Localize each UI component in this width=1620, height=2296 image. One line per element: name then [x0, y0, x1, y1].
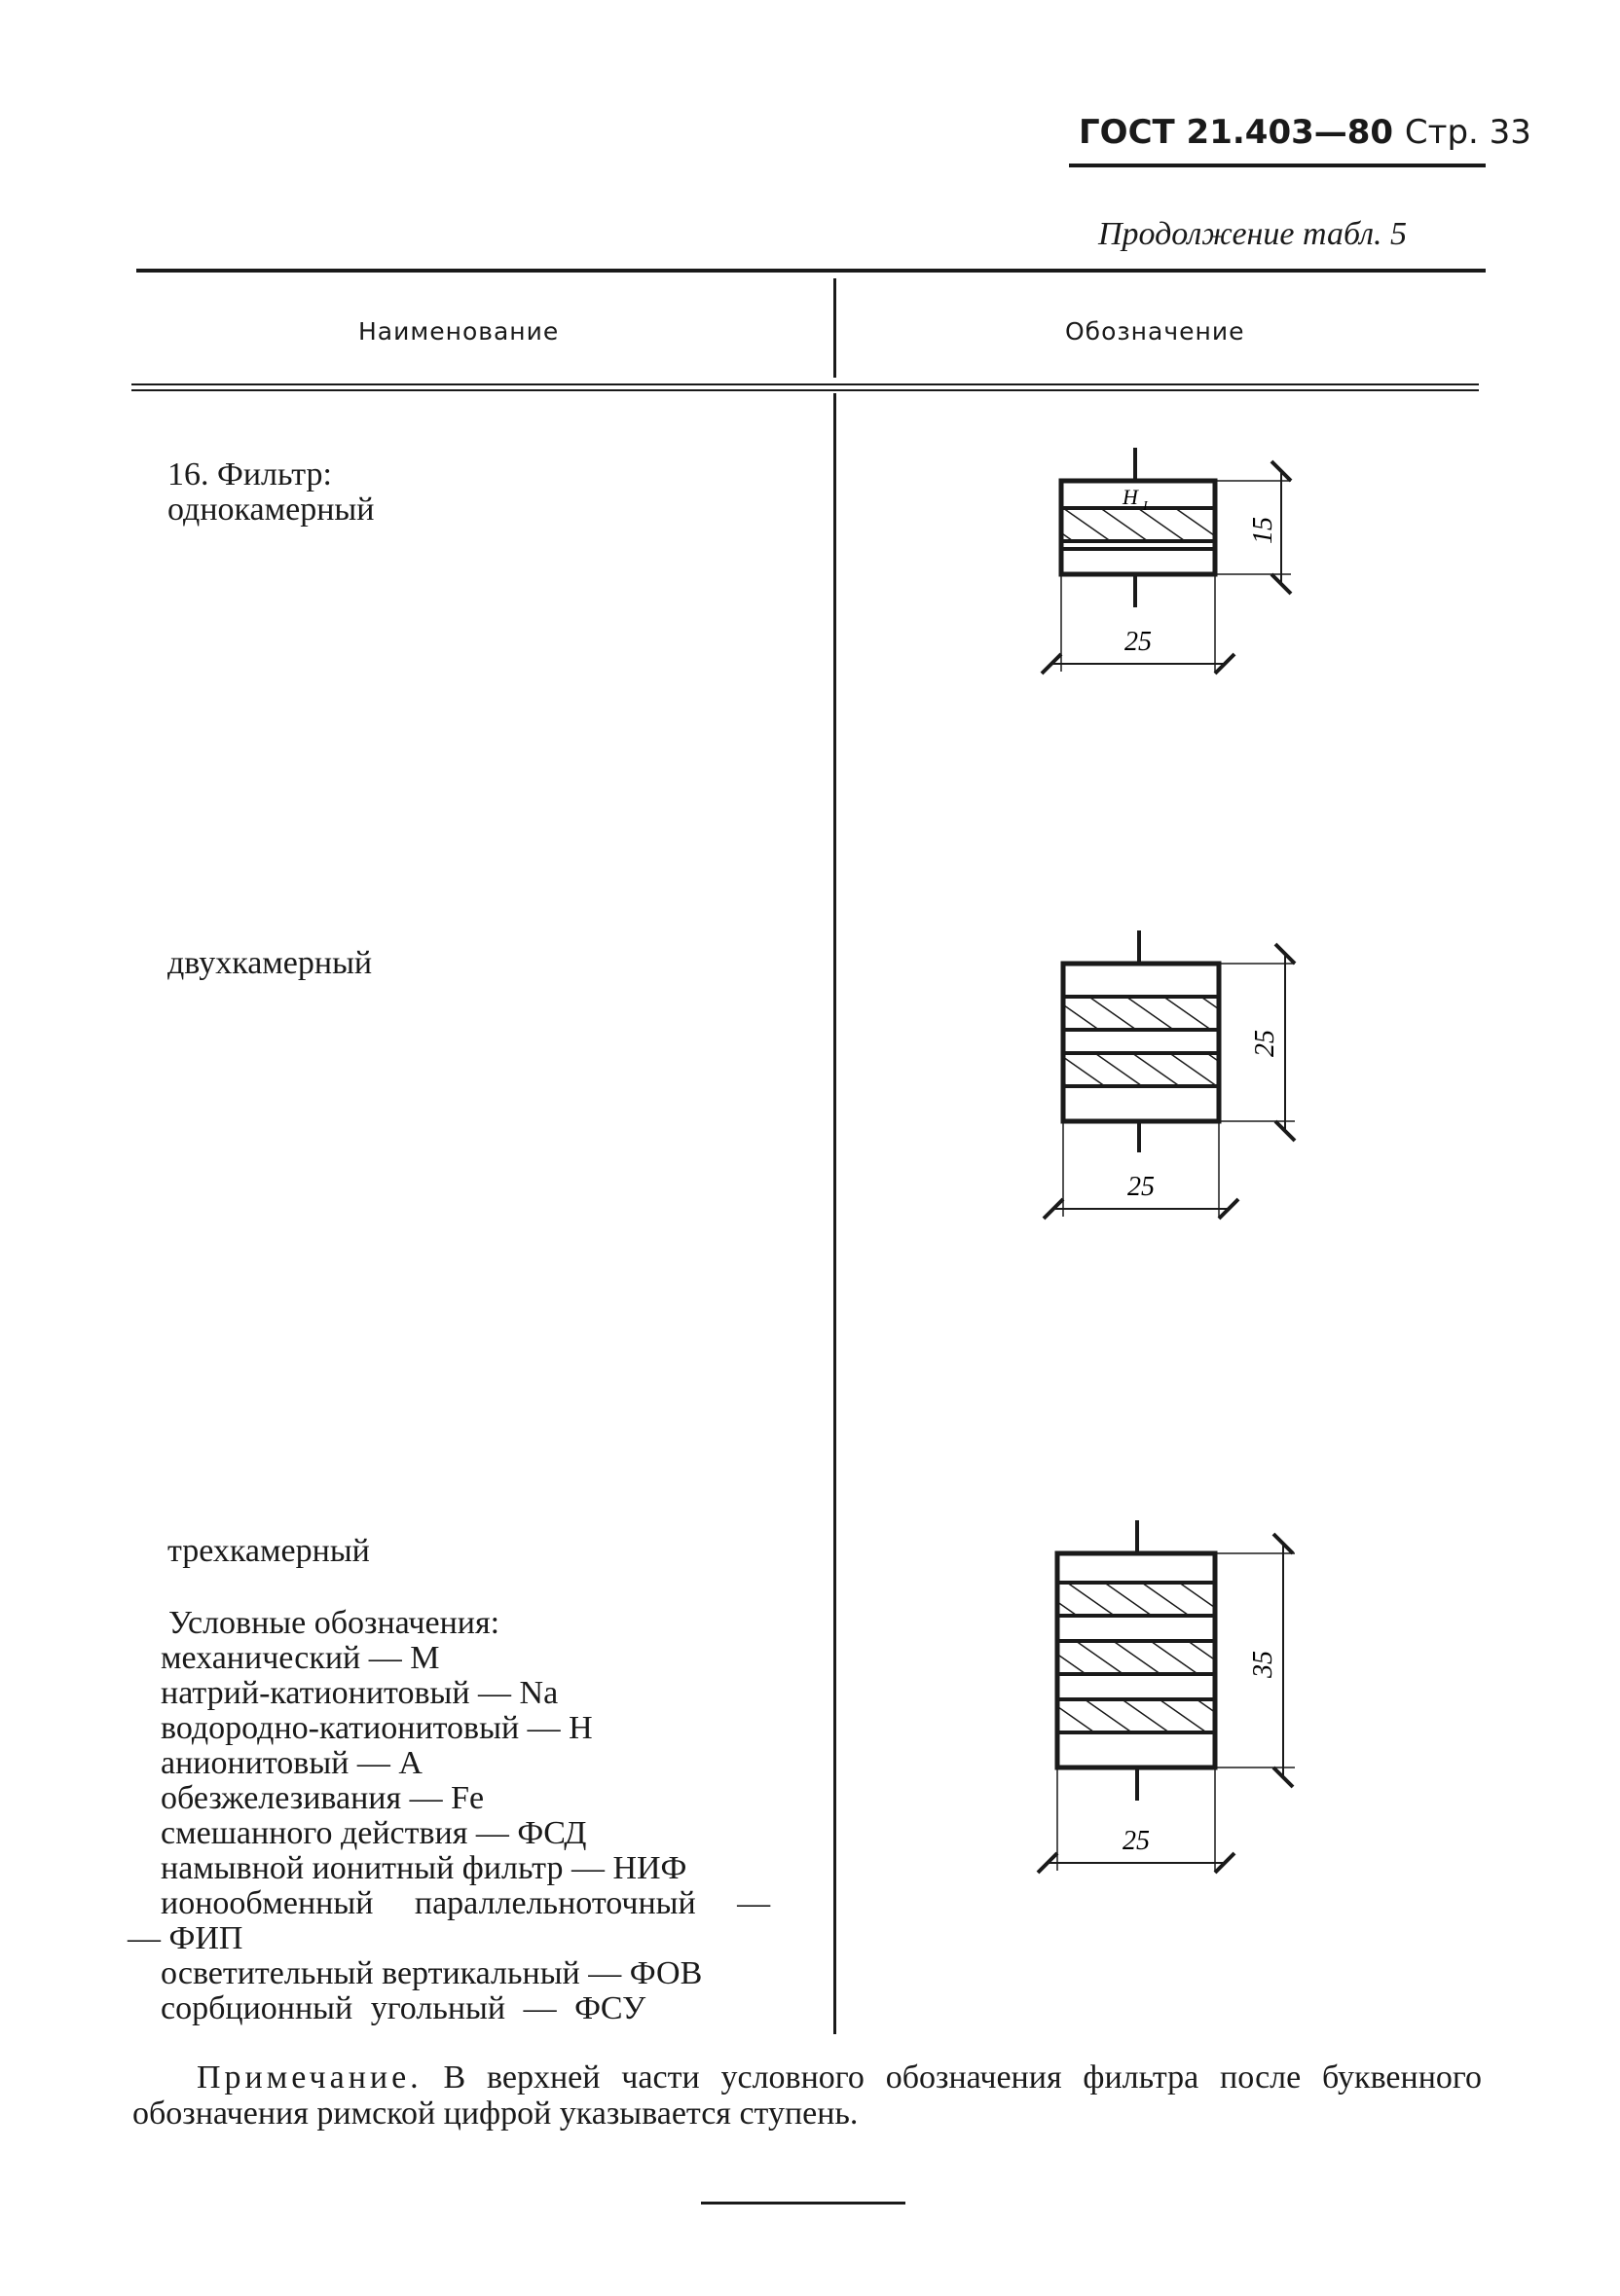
legend-line-mixed: смешанного действия — ФСД [161, 1815, 587, 1851]
height-label-35: 35 [1248, 1651, 1278, 1678]
note-label: Примечание. [197, 2059, 423, 2096]
filter-one-chamber-symbol [1051, 448, 1291, 672]
legend-line-hydrogen: водородно-катионитовый — Н [161, 1710, 593, 1746]
legend-title: Условные обозначения: [168, 1605, 500, 1641]
page-number: Стр. 33 [1404, 113, 1531, 152]
width-label-25-c: 25 [1123, 1826, 1150, 1856]
variant-two-chamber: двухкамерный [167, 945, 373, 981]
column-header-name: Наименование [358, 317, 560, 346]
width-label-25-b: 25 [1127, 1172, 1155, 1202]
legend-line-anion: анионитовый — А [161, 1745, 423, 1781]
stage-letter: H [1123, 485, 1138, 509]
standard-code: ГОСТ 21.403—80 [1079, 113, 1394, 152]
legend-line-sorption: сорбционный угольный — ФСУ [161, 1990, 646, 2026]
column-header-symbol: Обозначение [1065, 317, 1245, 346]
filter-three-chamber-symbol [1048, 1520, 1295, 1871]
legend-line-fip: — ФИП [128, 1920, 243, 1956]
variant-three-chamber: трехкамерный [167, 1533, 370, 1569]
width-label-25-a: 25 [1124, 627, 1152, 657]
height-label-25: 25 [1250, 1030, 1280, 1057]
variant-one-chamber: однокамерный [167, 492, 375, 528]
table-continuation: Продолжение табл. 5 [1098, 216, 1408, 252]
legend-line-clarifier: осветительный вертикальный — ФОВ [161, 1955, 703, 1991]
height-label-15: 15 [1248, 517, 1278, 544]
item-number-title: 16. Фильтр: [167, 456, 332, 492]
stage-roman: I [1143, 499, 1148, 514]
legend-line-ion-exchange: ионообменный параллельноточный — [161, 1885, 771, 1921]
note-text: В верхней части условного обозначения фильтра после буквенного обозначения римской цифрой указывается ступень. [132, 2059, 1483, 2132]
legend-line-mechanical: механический — М [161, 1640, 440, 1676]
legend-line-sodium: натрий-катионитовый — Na [161, 1675, 559, 1711]
legend-line-precoat: намывной ионитный фильтр — НИФ [161, 1850, 687, 1886]
filter-two-chamber-symbol [1053, 930, 1295, 1217]
legend-line-iron: обезжелезивания — Fe [161, 1780, 485, 1816]
